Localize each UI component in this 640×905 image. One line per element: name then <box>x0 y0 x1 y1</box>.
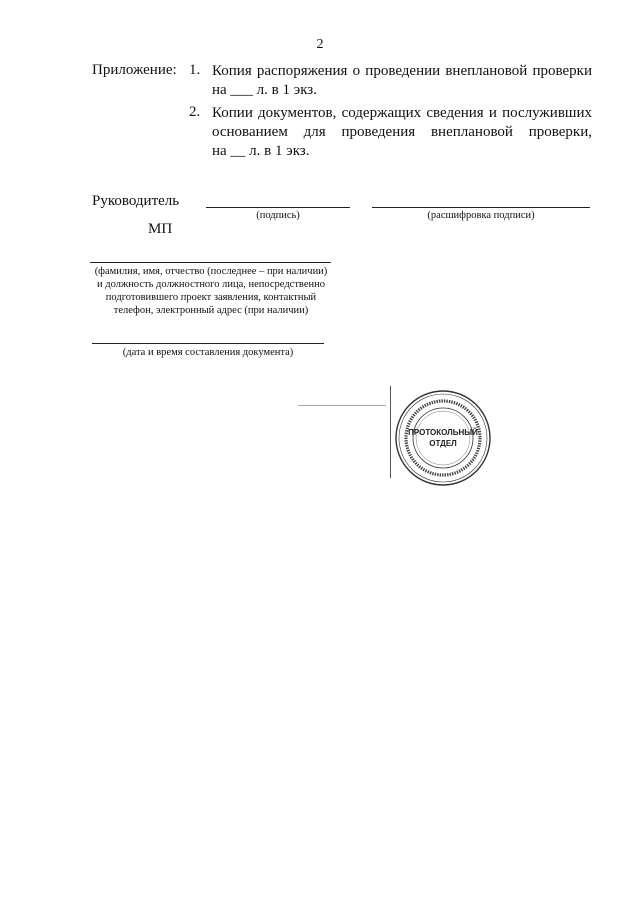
signature-caption: (подпись) <box>256 210 300 221</box>
preparer-line <box>90 262 331 263</box>
appendix-label: Приложение: <box>92 62 177 78</box>
appendix-item-1-number: 1. <box>189 62 201 78</box>
preparer-note-line-2: и должность должностного лица, непосредственно <box>97 279 325 290</box>
preparer-note-line-4: телефон, электронный адрес (при наличии) <box>113 305 309 316</box>
appendix-item-2-line-1: Копии документов, содержащих сведения и послуживших <box>212 105 592 121</box>
preparer-note <box>86 265 336 317</box>
head-label: Руководитель <box>92 193 180 209</box>
office-stamp <box>393 388 493 488</box>
preparer-note-line-3: подготовившего проект заявления, контактный <box>105 292 317 303</box>
signature-decoding-line <box>372 207 590 208</box>
preparer-note-line-1: (фамилия, имя, отчество (последнее – при наличии) <box>94 266 328 277</box>
registration-vertical-line <box>390 386 391 478</box>
appendix-item-1-line-2: на ___ л. в 1 экз. <box>212 82 317 98</box>
signature-line <box>206 207 350 208</box>
stamp-place-label: МП <box>148 221 173 237</box>
registration-line <box>298 405 386 406</box>
stamp-center-line-2: ОТДЕЛ <box>429 439 457 448</box>
page-number: 2 <box>316 37 324 52</box>
appendix-item-2-number: 2. <box>189 104 201 120</box>
appendix-item-2-line-2: основанием для проведения внеплановой проверки, <box>212 124 592 140</box>
signature-decoding-caption: (расшифровка подписи) <box>427 210 535 221</box>
appendix-item-1-line-1: Копия распоряжения о проведении внеплановой проверки <box>212 63 592 79</box>
stamp-center-line-1: ПРОТОКОЛЬНЫЙ <box>408 428 478 437</box>
date-caption: (дата и время составления документа) <box>122 347 294 358</box>
date-line <box>92 343 324 344</box>
appendix-item-2-line-3: на __ л. в 1 экз. <box>212 143 310 159</box>
